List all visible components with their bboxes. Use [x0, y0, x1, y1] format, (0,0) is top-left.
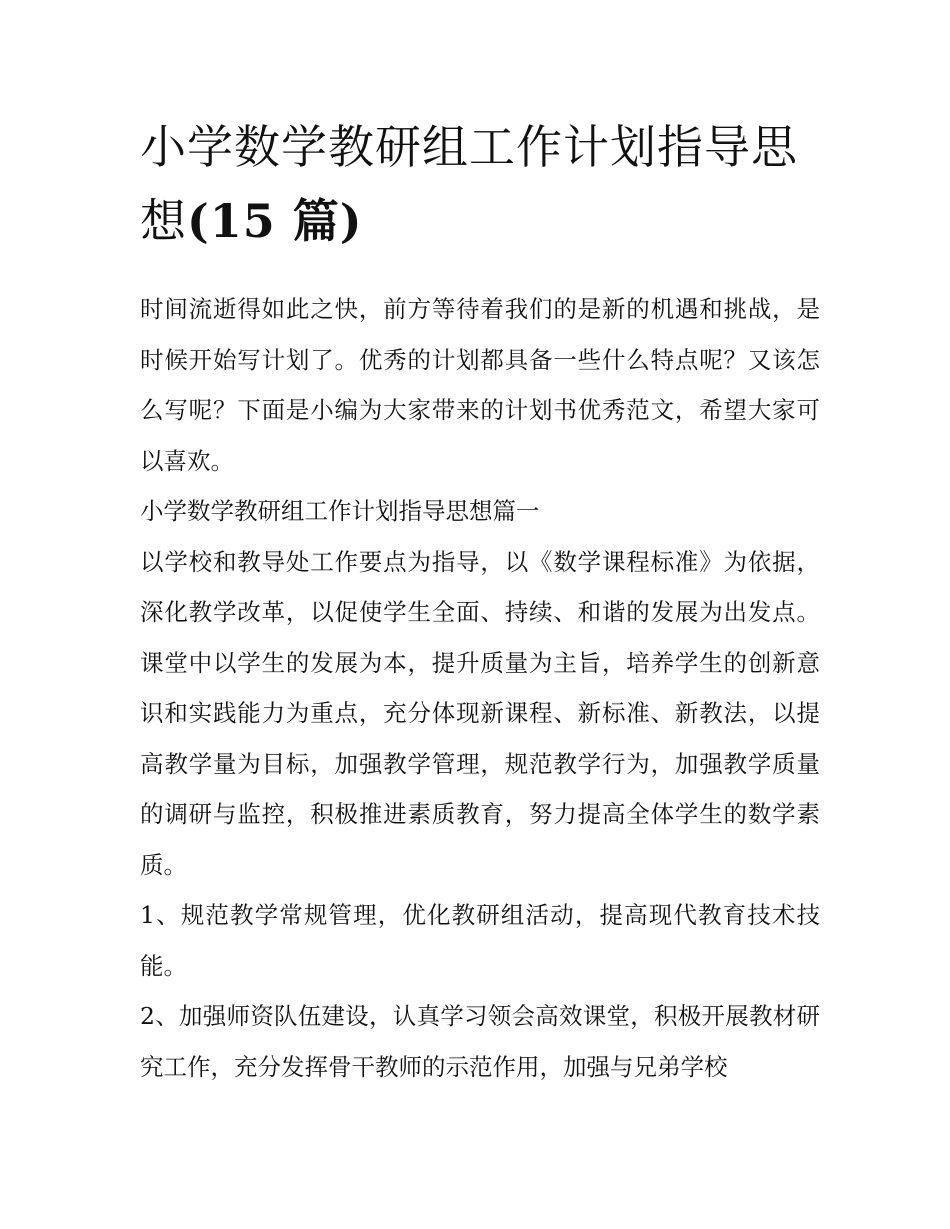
section-heading: 小学数学教研组工作计划指导思想篇一 — [140, 497, 540, 525]
intro-paragraph: 时间流逝得如此之快，前方等待着我们的是新的机遇和挑战，是时候开始写计划了。优秀的计划都具备一些什么特点呢？又该怎么写呢？下面是小编为大家带来的计划书优秀范文，希望大家可以喜欢。 — [140, 295, 820, 475]
list-item-2: 2、加强师资队伍建设，认真学习领会高效课堂，积极开展教材研究工作，充分发挥骨干教师的示范作用，加强与兄弟学校 — [140, 1002, 820, 1081]
document-title — [140, 110, 820, 258]
body-paragraph: 以学校和教导处工作要点为指导，以《数学课程标准》为依据，深化教学改革，以促使学生全面、持续、和谐的发展为出发点。课堂中以学生的发展为本，提升质量为主旨，培养学生的创新意识和实践能力为重点，充分体现新课程、新标准、新教法，以提高教学量为目标，加强教学管理，规范教学行为，加强教学质量的调研与监控，积极推进素质教育，努力提高全体学生的数学素质。 — [140, 547, 820, 879]
title-text: 小学数学教研组工作计划指导思想 — [140, 120, 798, 248]
list-item-1: 1、规范教学常规管理，优化教研组活动，提高现代教育技术技能。 — [140, 901, 820, 980]
title-count: (15 篇) — [187, 194, 363, 248]
document-page — [140, 110, 820, 1092]
